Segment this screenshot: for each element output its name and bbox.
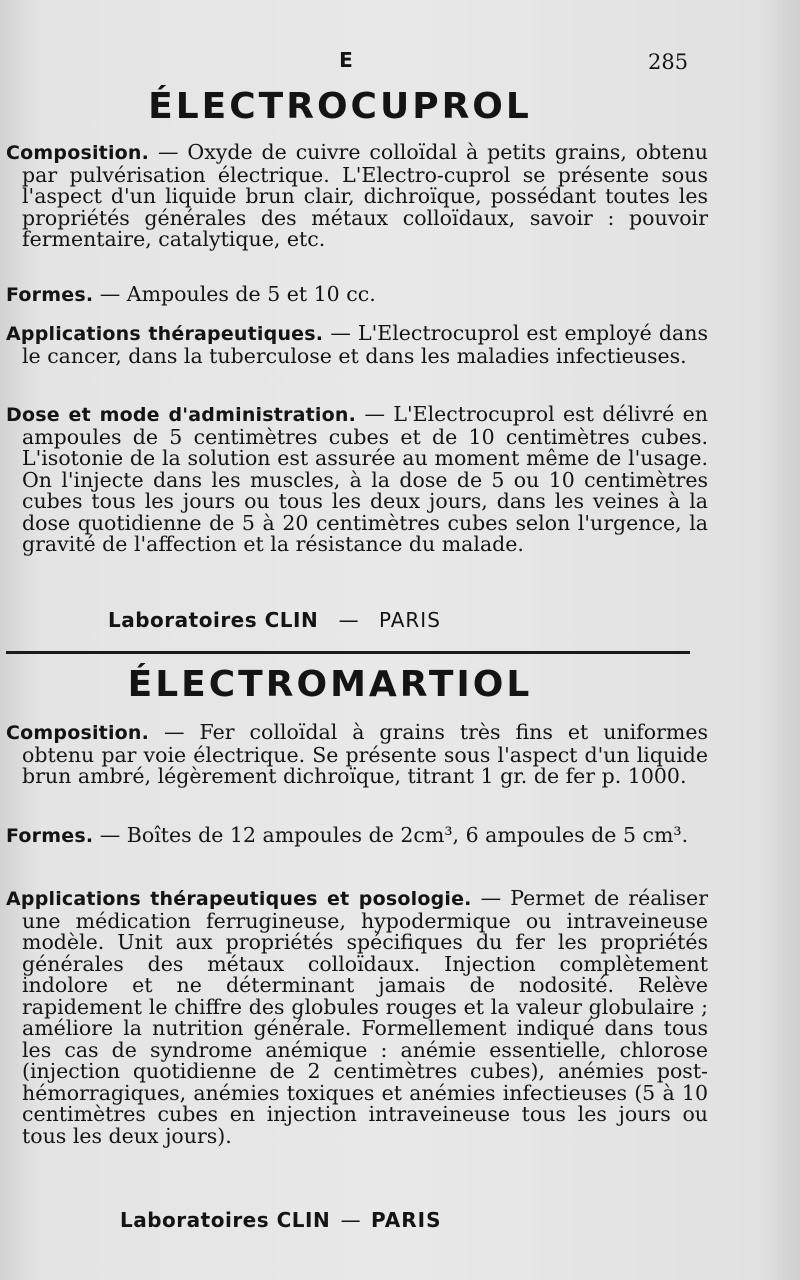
laboratory-name: Laboratoires CLIN <box>120 1208 331 1232</box>
laboratory-name: Laboratoires CLIN <box>108 608 319 632</box>
dose-label: Dose et mode d'administration. <box>6 404 357 426</box>
applications-paragraph <box>6 888 708 1147</box>
page-number: 285 <box>648 50 689 74</box>
applications-text: — Permet de réaliser une médication ferrugineuse, hypodermique ou intraveineuse modèle. Unit aux propriétés spécifiques du fer les propriétés générales des métaux colloïdaux. Injection complètement indolore et ne déterminant jamais de nodosité. Relève rapidement le chiffre des globules rouges et la valeur globulaire ; améliore la nutrition générale. Formellement indiqué dans tous les cas de syndrome anémique : anémie essentielle, chlorose (injection quotidienne de 2 centimètres cubes), anémies post-hémorragiques, anémies toxiques et anémies infectieuses (5 à 10 centimètres cubes en injection intraveineuse tous les jours ou tous les deux jours). <box>22 886 708 1148</box>
formes-label: Formes. <box>6 825 94 847</box>
laboratory-separator: — <box>338 608 359 632</box>
dose-paragraph <box>6 404 708 556</box>
applications-paragraph <box>6 323 708 367</box>
composition-text: — Fer colloïdal à grains très fins et uniformes obtenu par voie électrique. Se présente sous l'aspect d'un liquide brun ambré, légèrement dichroïque, titrant 1 gr. de fer p. 1000. <box>22 720 708 788</box>
composition-paragraph <box>6 142 708 251</box>
entry-title: ÉLECTROMARTIOL <box>127 664 533 705</box>
formes-label: Formes. <box>6 284 94 306</box>
laboratory-line <box>120 1208 441 1232</box>
applications-text: — L'Electrocuprol est employé dans le cancer, dans la tuberculose et dans les maladies infectieuses. <box>22 321 708 368</box>
section-divider <box>6 651 690 654</box>
laboratory-separator: — <box>340 1208 361 1232</box>
composition-label: Composition. <box>6 142 150 164</box>
composition-text: — Oxyde de cuivre colloïdal à petits grains, obtenu par pulvérisation électrique. L'Electro-cuprol se présente sous l'aspect d'un liquide brun clair, dichroïque, possédant toutes les propriétés générales des métaux colloïdaux, savoir : pouvoir fermentaire, catalytique, etc. <box>22 140 708 251</box>
formes-paragraph <box>6 284 708 307</box>
dose-text: — L'Electrocuprol est délivré en ampoules de 5 centimètres cubes et de 10 centimètres cubes. L'isotonie de la solution est assurée au moment même de l'usage. On l'injecte dans les muscles, à la dose de 5 ou 10 centimètres cubes tous les jours ou tous les deux jours, dans les veines à la dose quotidienne de 5 à 20 centimètres cubes selon l'urgence, la gravité de l'affection et la résistance du malade. <box>22 402 708 556</box>
formes-text: — Ampoules de 5 et 10 cc. <box>93 282 376 306</box>
entry-title: ÉLECTROCUPROL <box>148 86 532 127</box>
applications-label: Applications thérapeutiques et posologie. <box>6 888 472 910</box>
formes-text: — Boîtes de 12 ampoules de 2cm³, 6 ampoules de 5 cm³. <box>93 823 689 847</box>
composition-label: Composition. <box>6 722 150 744</box>
formes-paragraph <box>6 825 708 848</box>
laboratory-line <box>108 608 441 632</box>
section-letter: E <box>339 48 353 72</box>
laboratory-city: PARIS <box>370 1208 442 1232</box>
laboratory-city: PARIS <box>378 608 441 632</box>
applications-label: Applications thérapeutiques. <box>6 323 324 345</box>
composition-paragraph <box>6 722 708 788</box>
